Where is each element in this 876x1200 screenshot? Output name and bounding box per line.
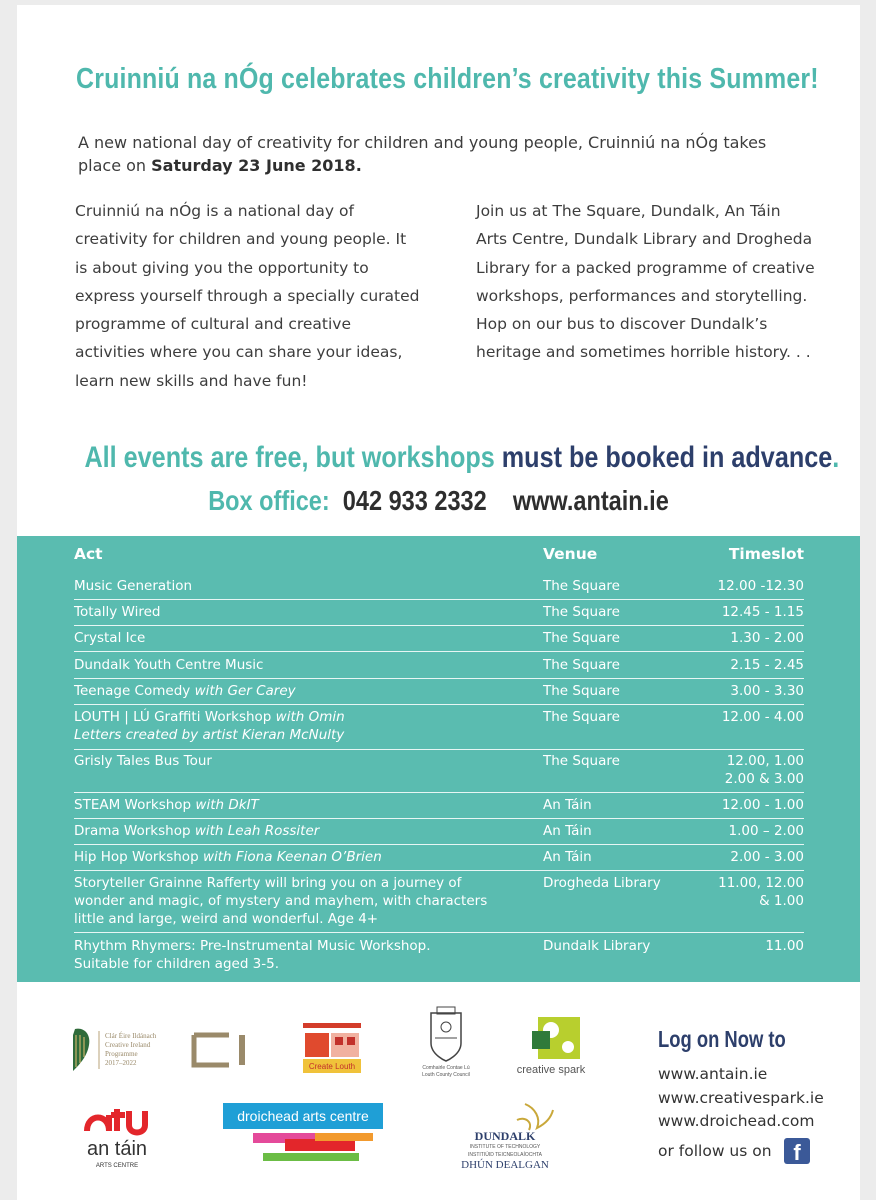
creative-ireland-years: 2017–2022 bbox=[105, 1059, 137, 1067]
act-time: 12.00 -12.30 bbox=[717, 578, 804, 594]
table-row bbox=[74, 603, 804, 626]
website-links bbox=[658, 1063, 824, 1134]
box-office-label: Box office: bbox=[208, 485, 330, 516]
link-antain[interactable]: www.antain.ie bbox=[658, 1065, 768, 1083]
act-time: 12.00 - 1.00 bbox=[721, 797, 804, 813]
act-name: Hip Hop Workshop with Fiona Keenan O’Brien bbox=[74, 849, 382, 865]
creative-ireland-irish: Clár Éire Ildánach bbox=[105, 1032, 157, 1040]
row-divider bbox=[74, 678, 804, 679]
act-venue: The Square bbox=[543, 709, 620, 725]
council-english: Louth County Council bbox=[422, 1072, 470, 1078]
act-venue: The Square bbox=[543, 753, 620, 769]
facebook-icon[interactable]: f bbox=[784, 1138, 810, 1164]
act-time: 2.15 - 2.45 bbox=[730, 657, 804, 673]
dkit-irish: INSTITIÚID TEICNEOLAÍOCHTA bbox=[468, 1152, 542, 1158]
table-row bbox=[74, 629, 804, 652]
heron-icon bbox=[517, 1104, 553, 1130]
act-time: 1.00 – 2.00 bbox=[728, 823, 804, 839]
act-with: with DkIT bbox=[195, 797, 259, 813]
act-with: with Leah Rossiter bbox=[194, 823, 320, 839]
act-with: with Omin bbox=[275, 709, 345, 725]
intro-paragraph bbox=[78, 131, 798, 177]
act-name: Rhythm Rhymers: Pre-Instrumental Music Workshop. Suitable for children aged 3-5. bbox=[74, 938, 431, 972]
act-name: Crystal Ice bbox=[74, 630, 146, 646]
act-name: Dundalk Youth Centre Music bbox=[74, 657, 264, 673]
act-name: Teenage Comedy with Ger Carey bbox=[74, 683, 296, 699]
page-title: Cruinniú na nÓg celebrates children’s creativity this Summer! bbox=[76, 63, 819, 95]
row-divider bbox=[74, 599, 804, 600]
table-row bbox=[74, 708, 804, 750]
droichead-text: droichead arts centre bbox=[237, 1108, 369, 1124]
act-venue: The Square bbox=[543, 578, 620, 594]
act-name: Totally Wired bbox=[74, 604, 161, 620]
create-louth-logo bbox=[303, 1023, 365, 1079]
box-office-phone[interactable]: 042 933 2332 bbox=[342, 485, 487, 516]
row-divider bbox=[74, 818, 804, 819]
table-row bbox=[74, 796, 804, 819]
log-on-heading: Log on Now to bbox=[658, 1026, 786, 1052]
act-venue: The Square bbox=[543, 657, 620, 673]
row-divider bbox=[74, 704, 804, 705]
row-divider bbox=[74, 625, 804, 626]
an-tain-subtitle: ARTS CENTRE bbox=[95, 1163, 139, 1169]
table-row bbox=[74, 822, 804, 845]
table-header bbox=[74, 545, 804, 573]
description-right: Join us at The Square, Dundalk, An Táin Arts Centre, Dundalk Library and Drogheda Library for a packed programme of creative workshops, performances and storytelling. Hop on our bus to discover Dundalk’s heritage and sometimes horrible history. . . bbox=[476, 202, 815, 362]
box-office-line bbox=[84, 485, 792, 517]
creative-ireland-name: Creative Ireland bbox=[105, 1041, 151, 1049]
act-venue: An Táin bbox=[543, 849, 592, 865]
event-date: Saturday 23 June 2018. bbox=[151, 156, 362, 175]
link-droichead[interactable]: www.droichead.com bbox=[658, 1112, 815, 1130]
act-time: 12.00 - 4.00 bbox=[721, 709, 804, 725]
header-venue: Venue bbox=[543, 545, 598, 563]
act-venue: An Táin bbox=[543, 797, 592, 813]
act-time: 11.00 bbox=[765, 938, 804, 954]
an-tain-mark-icon bbox=[87, 1109, 145, 1133]
table-row bbox=[74, 577, 804, 600]
act-time: 12.00, 1.00 2.00 & 3.00 bbox=[724, 753, 804, 787]
act-venue: Dundalk Library bbox=[543, 938, 651, 954]
act-venue: Drogheda Library bbox=[543, 875, 661, 891]
table-row bbox=[74, 937, 804, 975]
louth-council-logo bbox=[415, 1005, 477, 1079]
follow-us-text: or follow us on bbox=[658, 1142, 772, 1160]
header-timeslot: Timeslot bbox=[728, 545, 804, 563]
act-name: Storyteller Grainne Rafferty will bring you on a journey of wonder and magic, of mystery and mayhem, with characters little and large, weird and wonderful. Age 4+ bbox=[74, 875, 488, 927]
header-act: Act bbox=[74, 545, 103, 563]
notice-part1: All events are free, but workshops bbox=[84, 441, 502, 474]
council-irish: Comhairle Contae Lú bbox=[422, 1065, 470, 1071]
harp-icon bbox=[73, 1029, 89, 1071]
act-time: 11.00, 12.00 & 1.00 bbox=[718, 875, 804, 909]
notice-emphasis: must be booked in advance bbox=[501, 441, 833, 474]
act-name: STEAM Workshop with DkIT bbox=[74, 797, 259, 813]
table-row bbox=[74, 848, 804, 871]
row-divider bbox=[74, 651, 804, 652]
row-divider bbox=[74, 870, 804, 871]
dundalk-it-logo bbox=[445, 1100, 565, 1176]
act-time: 12.45 - 1.15 bbox=[721, 604, 804, 620]
dhun-dealgan-text: DHÚN DEALGAN bbox=[461, 1159, 549, 1171]
row-divider bbox=[74, 844, 804, 845]
flyer-page bbox=[17, 5, 860, 1200]
act-venue: The Square bbox=[543, 683, 620, 699]
act-name: LOUTH | LÚ Graffiti Workshop with Omin Letters created by artist Kieran McNulty bbox=[74, 709, 345, 743]
droichead-logo bbox=[223, 1103, 385, 1169]
act-venue: An Táin bbox=[543, 823, 592, 839]
row-divider bbox=[74, 932, 804, 933]
act-name: Drama Workshop with Leah Rossiter bbox=[74, 823, 320, 839]
act-time: 2.00 - 3.00 bbox=[730, 849, 804, 865]
table-row bbox=[74, 682, 804, 705]
creative-spark-logo bbox=[508, 1015, 594, 1079]
act-credit: Letters created by artist Kieran McNulty bbox=[74, 727, 345, 743]
schedule-table bbox=[17, 536, 860, 982]
link-creativespark[interactable]: www.creativespark.ie bbox=[658, 1088, 824, 1107]
creative-spark-text: creative spark bbox=[516, 1064, 586, 1076]
act-time: 1.30 - 2.00 bbox=[730, 630, 804, 646]
act-venue: The Square bbox=[543, 604, 620, 620]
booking-notice bbox=[84, 441, 840, 475]
table-row bbox=[74, 874, 804, 933]
act-time: 3.00 - 3.30 bbox=[730, 683, 804, 699]
act-name: Music Generation bbox=[74, 578, 193, 594]
table-row bbox=[74, 752, 804, 793]
creative-ireland-logo bbox=[69, 1025, 259, 1075]
act-venue: The Square bbox=[543, 630, 620, 646]
description-left: Cruinniú na nÓg is a national day of creativity for children and young people. It is about giving you the opportunity to express yourself through a specially curated programme of cultural and creative activities where you can share your ideas, learn new skills and have fun! bbox=[75, 202, 420, 390]
create-louth-text: Create Louth bbox=[308, 1062, 356, 1071]
dkit-english: INSTITUTE OF TECHNOLOGY bbox=[469, 1144, 541, 1150]
row-divider bbox=[74, 749, 804, 750]
an-tain-logo bbox=[79, 1097, 165, 1179]
row-divider bbox=[74, 792, 804, 793]
act-with: with Fiona Keenan O’Brien bbox=[202, 849, 382, 865]
box-office-website[interactable]: www.antain.ie bbox=[512, 485, 669, 516]
intro-text: A new national day of creativity for children and young people, Cruinniú na nÓg takes place on bbox=[78, 133, 767, 175]
act-name: Grisly Tales Bus Tour bbox=[74, 753, 212, 769]
notice-period: . bbox=[832, 441, 840, 474]
creative-ireland-programme: Programme bbox=[105, 1050, 138, 1058]
an-tain-text: an táin bbox=[86, 1138, 148, 1160]
act-with: with Ger Carey bbox=[194, 683, 296, 699]
table-row bbox=[74, 656, 804, 679]
dundalk-text: DUNDALK bbox=[474, 1129, 536, 1143]
